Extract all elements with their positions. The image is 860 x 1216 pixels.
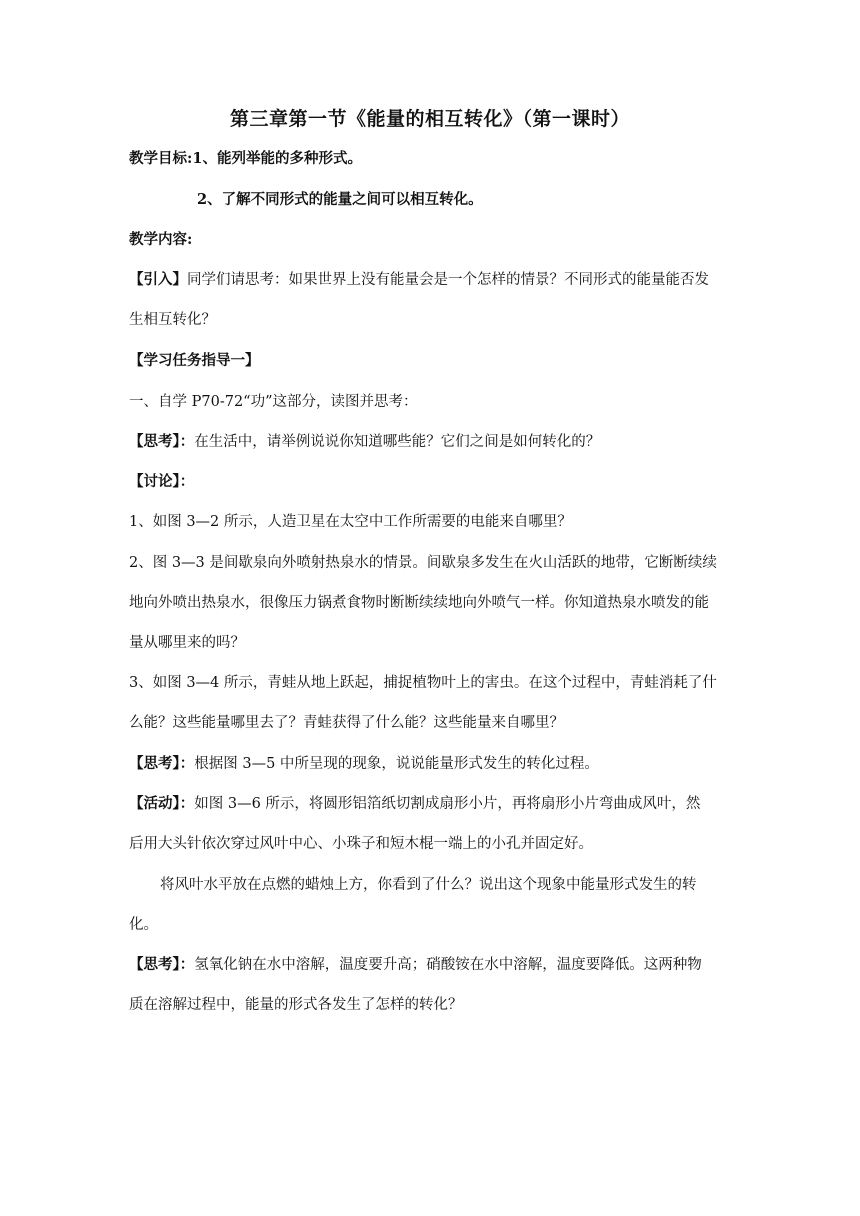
activity-line-2: 后用大头针依次穿过风叶中心、小珠子和短木棍一端上的小孔并固定好。 bbox=[129, 836, 593, 852]
discuss-label: 【讨论】： bbox=[129, 473, 195, 490]
activity-text-1: 如图 3—6 所示，将圆形铝箔纸切割成扇形小片，再将扇形小片弯曲成风叶，然 bbox=[194, 796, 701, 812]
intro-text-1: 同学们请思考：如果世界上没有能量会是一个怎样的情景？不同形式的能量能否发 bbox=[187, 272, 709, 288]
think1-text: 在生活中，请举例说说你知道哪些能？它们之间是如何转化的？ bbox=[194, 434, 601, 450]
question-2-line-2: 地向外喷出热泉水，很像压力锅煮食物时断断续续地向外喷气一样。你知道热泉水喷发的能 bbox=[129, 595, 709, 611]
think3-label: 【思考】： bbox=[129, 956, 195, 973]
goal-item-2: 2、了解不同形式的能量之间可以相互转化。 bbox=[197, 191, 483, 208]
think3-line-1 bbox=[129, 955, 749, 975]
think2-line bbox=[129, 754, 749, 774]
self-study-line: 一、自学 P70-72“功”这部分，读图并思考： bbox=[129, 394, 418, 410]
think2-text: 根据图 3—5 中所呈现的现象，说说能量形式发生的转化过程。 bbox=[194, 756, 599, 772]
think3-text-1: 氢氧化钠在水中溶解，温度要升高；硝酸铵在水中溶解，温度要降低。这两种物 bbox=[194, 957, 702, 973]
think3-line-2: 质在溶解过程中，能量的形式各发生了怎样的转化？ bbox=[129, 997, 463, 1013]
activity-line-3: 将风叶水平放在点燃的蜡烛上方，你看到了什么？说出这个现象中能量形式发生的转 bbox=[160, 877, 697, 893]
question-3-line-1: 3、如图 3—4 所示，青蛙从地上跃起，捕捉植物叶上的害虫。在这个过程中，青蛙消耗了什 bbox=[129, 675, 717, 691]
task1-heading: 【学习任务指导一】 bbox=[129, 352, 260, 369]
intro-line-2: 生相互转化？ bbox=[129, 312, 216, 328]
think1-line bbox=[129, 432, 749, 452]
goals-line-1 bbox=[129, 149, 749, 169]
question-2-line-1: 2、图 3—3 是间歇泉向外喷射热泉水的情景。间歇泉多发生在火山活跃的地带，它断断续续 bbox=[129, 555, 717, 571]
page-title: 第三章第一节《能量的相互转化》（第一课时） bbox=[229, 108, 630, 130]
intro-label: 【引入】 bbox=[129, 271, 187, 288]
activity-line-4: 化。 bbox=[129, 917, 158, 933]
activity-label: 【活动】： bbox=[129, 795, 195, 812]
question-3-line-2: 么能？这些能量哪里去了？青蛙获得了什么能？这些能量来自哪里？ bbox=[129, 715, 564, 731]
think1-label: 【思考】： bbox=[129, 433, 195, 450]
question-1: 1、如图 3—2 所示，人造卫星在太空中工作所需要的电能来自哪里？ bbox=[129, 514, 572, 530]
intro-line-1 bbox=[129, 270, 749, 290]
activity-line-1 bbox=[129, 794, 749, 814]
goals-label: 教学目标: bbox=[129, 150, 193, 167]
question-2-line-3: 量从哪里来的吗？ bbox=[129, 635, 245, 651]
think2-label: 【思考】： bbox=[129, 755, 195, 772]
goal-item-1: 1、能列举能的多种形式。 bbox=[192, 150, 362, 167]
content-label: 教学内容: bbox=[129, 231, 193, 248]
